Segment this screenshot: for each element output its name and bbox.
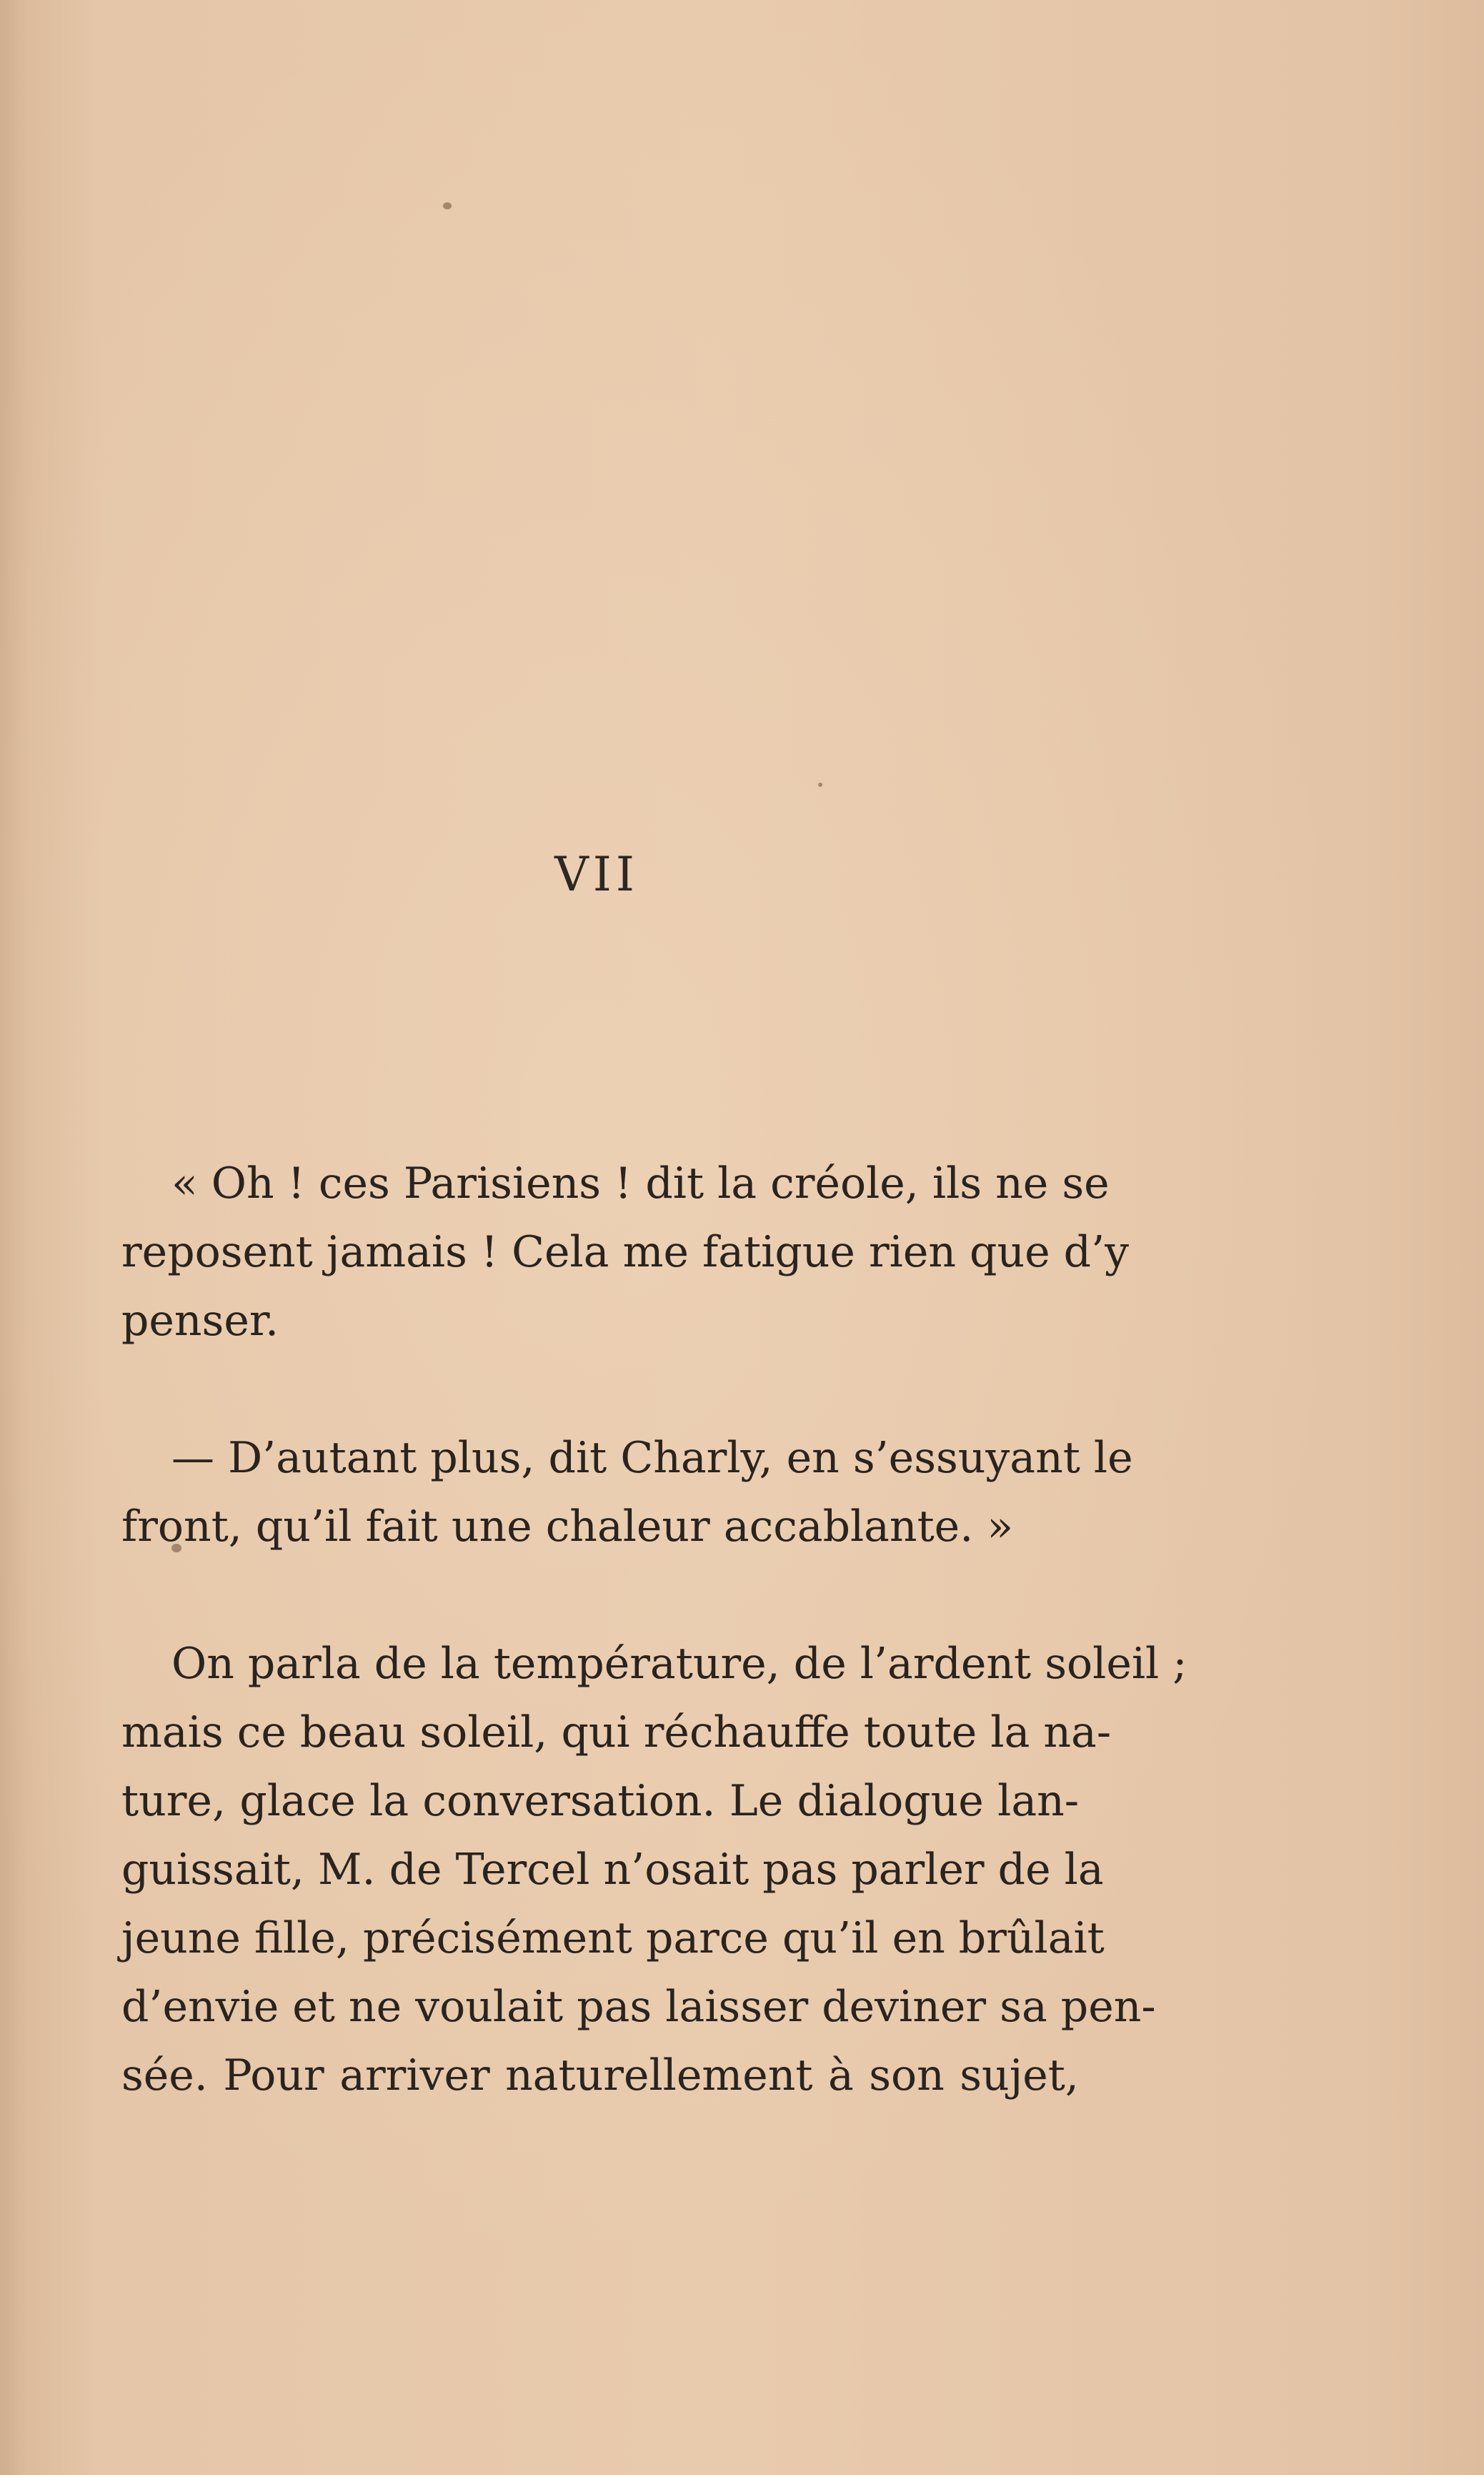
text-line: sée. Pour arriver naturellement à son sujet, bbox=[121, 2050, 1079, 2100]
text-line: On parla de la température, de l’ardent soleil ; bbox=[171, 1639, 1187, 1689]
text-line: « Oh ! ces Parisiens ! dit la créole, ils ne se bbox=[171, 1159, 1110, 1209]
paragraph bbox=[121, 1424, 1133, 1561]
paragraph bbox=[121, 1630, 1187, 2110]
body-text bbox=[121, 1149, 1187, 2110]
paragraph-gap bbox=[121, 1561, 1079, 1630]
text-line: guissait, M. de Tercel n’osait pas parler de la bbox=[121, 1845, 1104, 1895]
text-line: penser. bbox=[121, 1296, 279, 1346]
text-line: d’envie et ne voulait pas laisser deviner sa pen- bbox=[121, 1982, 1156, 2032]
paragraph bbox=[121, 1149, 1130, 1355]
text-line: — D’autant plus, dit Charly, en s’essuyant le bbox=[171, 1433, 1133, 1483]
text-line: front, qu’il fait une chaleur accablante. » bbox=[121, 1502, 1014, 1552]
text-line: mais ce beau soleil, qui réchauffe toute la na- bbox=[121, 1707, 1112, 1757]
text-line: reposent jamais ! Cela me fatigue rien que d’y bbox=[121, 1227, 1130, 1277]
paragraph-gap bbox=[121, 1355, 1079, 1424]
paper-speck bbox=[443, 202, 452, 209]
text-line: jeune fille, précisément parce qu’il en brûlait bbox=[121, 1913, 1105, 1963]
chapter-heading: VII bbox=[554, 847, 639, 902]
text-line: ture, glace la conversation. Le dialogue lan- bbox=[121, 1776, 1079, 1826]
paper-speck bbox=[818, 783, 822, 787]
